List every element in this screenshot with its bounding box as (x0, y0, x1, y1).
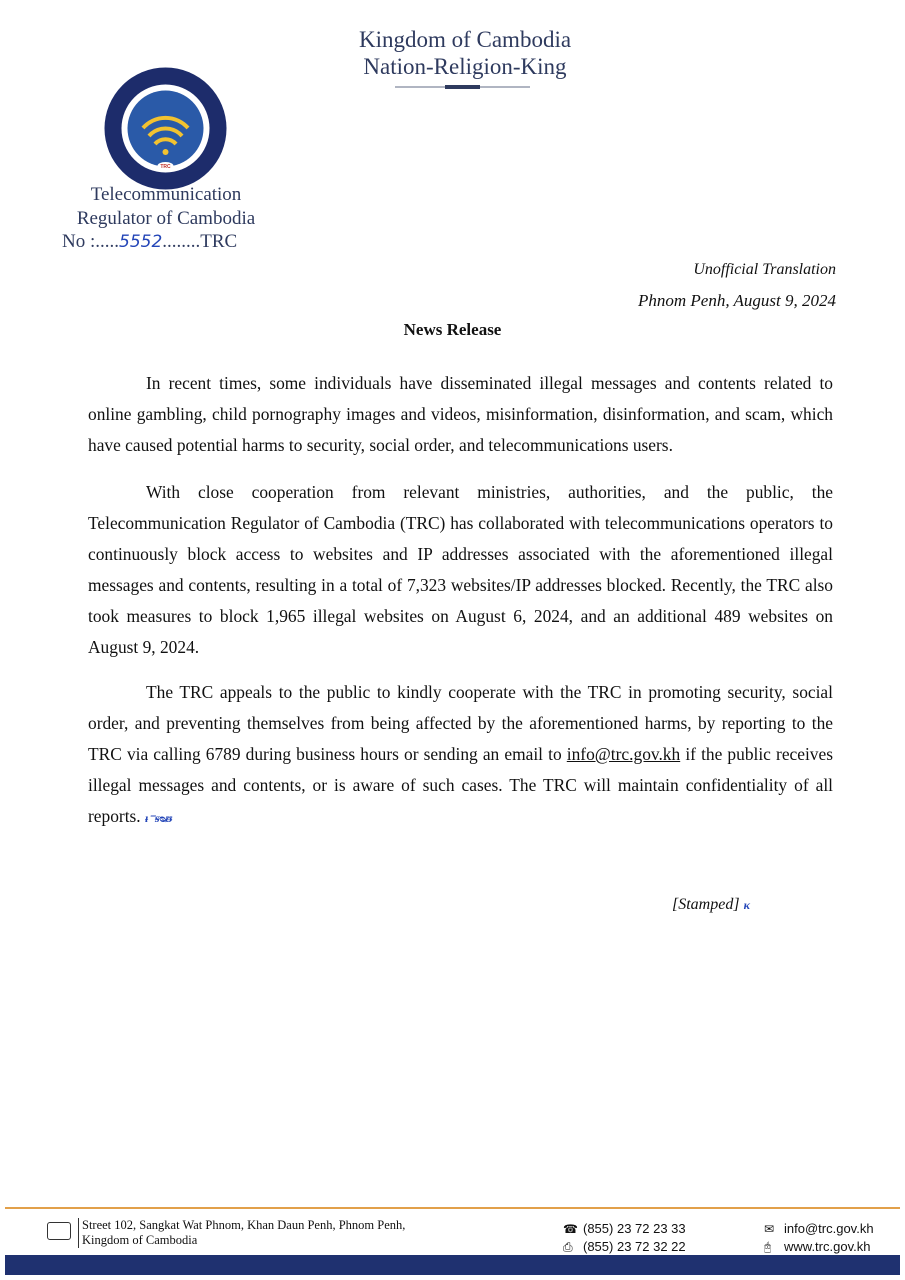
kingdom-title: Kingdom of Cambodia (358, 27, 572, 52)
translation-note: Unofficial Translation (693, 261, 836, 278)
ref-prefix: No :..... (62, 231, 119, 252)
trc-logo (103, 66, 228, 191)
phone-icon: ☎ (563, 1222, 578, 1236)
org-line-2: Regulator of Cambodia (76, 208, 256, 229)
ref-value: 5552 (119, 232, 163, 252)
handwritten-initials: ᵻ⁻ᵴᴓᵿ (145, 811, 173, 825)
footer-phones (563, 1220, 686, 1256)
address-line-2: Kingdom of Cambodia (82, 1233, 198, 1247)
footer-address (78, 1218, 405, 1248)
paragraph-1: In recent times, some individuals have disseminated illegal messages and contents related to online gambling, child pornography images and videos, misinformation, disinformation, and scam, which have caused potential harms to security, social order, and telecommunications users. (88, 373, 833, 455)
mouse-icon: 🖰 (764, 1240, 772, 1254)
stamped-note (672, 896, 750, 914)
envelope-icon: ✉ (764, 1222, 775, 1236)
reference-number (62, 231, 237, 253)
national-header (300, 26, 630, 80)
paragraph-3-text: The TRC appeals to the public to kindly cooperate with the TRC in promoting security, social order, and preventing themselves from being affected by the aforementioned harms, by reporting to the TRC via calling 6789 during business hours or sending an email to (88, 682, 833, 764)
fax-number: (855) 23 72 32 22 (583, 1239, 686, 1254)
address-line-1: Street 102, Sangkat Wat Phnom, Khan Daun Penh, Phnom Penh, (82, 1218, 406, 1232)
place-date: Phnom Penh, August 9, 2024 (637, 291, 836, 310)
document-title: News Release (403, 320, 502, 339)
stamped-label: [Stamped] (672, 896, 740, 913)
footer-band (5, 1255, 900, 1275)
fax-icon: ⎙ (563, 1240, 573, 1254)
stamped-initial: ᴋ (743, 898, 750, 912)
email-link[interactable]: info@trc.gov.kh (566, 744, 681, 764)
org-line-1: Telecommunication (90, 184, 242, 205)
paragraph-3-text-end: if the public receives illegal messages and contents, or is aware of such cases. The TRC will maintain confidentiality of all reports. (88, 744, 833, 826)
motto: Nation-Religion-King (363, 54, 567, 79)
ornament-divider (395, 84, 530, 90)
mailbox-icon (47, 1222, 71, 1240)
paragraph-3 (88, 677, 833, 834)
ref-suffix: ........TRC (162, 231, 238, 252)
paragraph-2: With close cooperation from relevant ministries, authorities, and the public, the Telecommunication Regulator of Cambodia (TRC) has collaborated with telecommunications operators to continuously block access to websites and IP addresses associated with the aforementioned illegal messages and contents, resulting in a total of 7,323 websites/IP addresses blocked. Recently, the TRC also took measures to block 1,965 illegal websites on August 6, 2024, and an additional 489 websites on August 9, 2024. (88, 482, 833, 657)
footer-email[interactable]: info@trc.gov.kh (784, 1221, 874, 1236)
organization-name (52, 183, 280, 231)
footer-website[interactable]: www.trc.gov.kh (784, 1239, 871, 1254)
phone-number: (855) 23 72 23 33 (583, 1221, 686, 1236)
footer-divider (5, 1207, 900, 1209)
svg-text:TRC: TRC (160, 164, 171, 170)
footer-online (764, 1220, 874, 1256)
